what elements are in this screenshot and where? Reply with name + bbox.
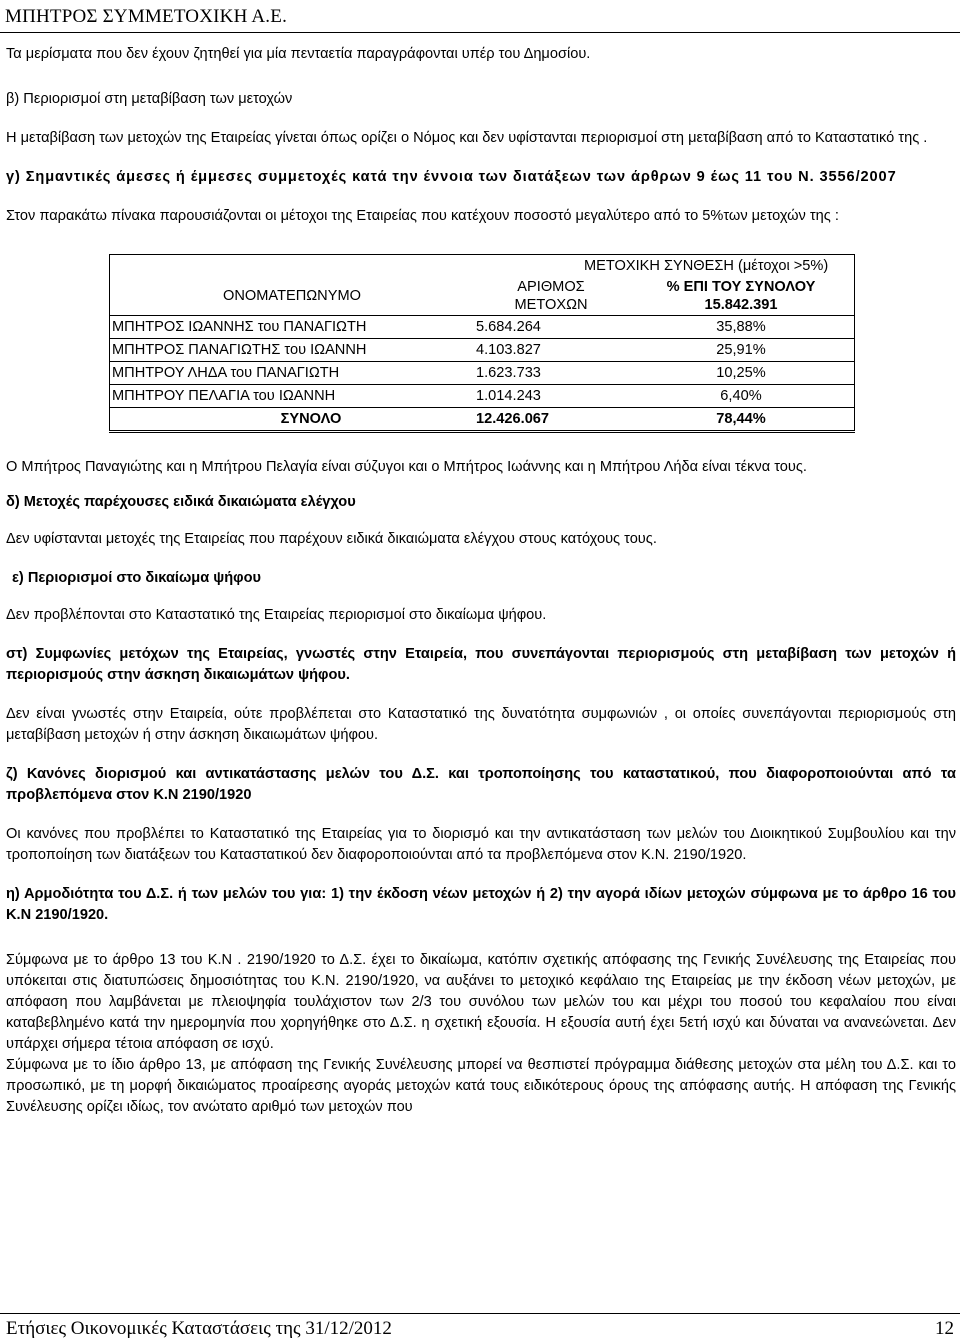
page-header: ΜΠΗΤΡΟΣ ΣΥΜΜΕΤΟΧΙΚΗ Α.Ε. xyxy=(5,6,288,27)
table-row xyxy=(110,339,855,362)
page-number: 12 xyxy=(935,1318,954,1339)
paragraph-board-rules: Οι κανόνες που προβλέπει το Καταστατικό της Εταιρείας για το διορισμό και την αντικατάσταση των μελών του Διοικητικού Συμβουλίου και την τροποποίηση των διατάξεων του Καταστατικού δεν διαφοροποιούνται από τα προβλεπόμενα στον Κ.Ν. 2190/1920. xyxy=(6,826,956,863)
column-header-percent: % ΕΠΙ ΤΟΥ ΣΥΝΟΛΟΥ 15.842.391 xyxy=(628,277,855,316)
header-rule xyxy=(0,32,960,33)
heading-special-control-rights: δ) Μετοχές παρέχουσες ειδικά δικαιώματα ελέγχου xyxy=(6,494,356,510)
holder-name: ΜΠΗΤΡΟΣ ΙΩΑΝΝΗΣ του ΠΑΝΑΓΙΩΤΗ xyxy=(110,316,475,339)
total-shares: 12.426.067 xyxy=(474,408,628,432)
holder-percent: 25,91% xyxy=(628,339,855,362)
heading-transfer-restrictions: β) Περιορισμοί στη μεταβίβαση των μετοχών xyxy=(6,91,293,107)
heading-board-rules: ζ) Κανόνες διορισμού και αντικατάστασης μελών του Δ.Σ. και τροποποίησης του καταστατικού, που διαφοροποιούνται από τα προβλεπόμενα στον Κ.Ν 2190/1920 xyxy=(6,766,956,803)
footer-title: Ετήσιες Οικονομικές Καταστάσεις της 31/12/2012 xyxy=(6,1318,392,1339)
paragraph-stock-options: Σύμφωνα με το ίδιο άρθρο 13, με απόφαση της Γενικής Συνέλευσης μπορεί να θεσπιστεί πρόγραμμα διάθεσης μετοχών στα μέλη του Δ.Σ. και το προσωπικό, με τη μορφή δικαιώματος προαίρεσης αγοράς μετοχών κατά τους ειδικότερους όρους της απόφασης αυτής. Η απόφαση της Γενικής Συνέλευσης ορίζει ιδίως, τον ανώτατο αριθμό των μετοχών που xyxy=(6,1057,956,1115)
table-caption: ΜΕΤΟΧΙΚΗ ΣΥΝΘΕΣΗ (μέτοχοι >5%) xyxy=(474,255,855,278)
heading-voting-restrictions: ε) Περιορισμοί στο δικαίωμα ψήφου xyxy=(12,570,262,586)
holder-name: ΜΠΗΤΡΟΥ ΛΗΔΑ του ΠΑΝΑΓΙΩΤΗ xyxy=(110,362,475,385)
holder-percent: 10,25% xyxy=(628,362,855,385)
holder-shares: 4.103.827 xyxy=(474,339,628,362)
heading-shareholder-agreements: στ) Συμφωνίες μετόχων της Εταιρείας, γνωστές στην Εταιρεία, που συνεπάγονται περιορισμούς στη μεταβίβαση των μετοχών ή περιορισμούς στην άσκηση δικαιωμάτων ψήφου. xyxy=(6,646,956,683)
total-percent: 78,44% xyxy=(628,408,855,432)
paragraph-special-rights: Δεν υφίστανται μετοχές της Εταιρείας που παρέχουν ειδικά δικαιώματα ελέγχου στους κατόχους τους. xyxy=(6,531,657,547)
document-body xyxy=(6,44,956,1118)
footer-rule xyxy=(0,1313,960,1314)
holder-percent: 35,88% xyxy=(628,316,855,339)
paragraph-family-relations: Ο Μπήτρος Παναγιώτης και η Μπήτρου Πελαγία είναι σύζυγοι και ο Μπήτρος Ιωάννης και η Μπήτρου Λήδα είναι τέκνα τους. xyxy=(6,459,807,475)
holder-name: ΜΠΗΤΡΟΥ ΠΕΛΑΓΙΑ του ΙΩΑΝΝΗ xyxy=(110,385,475,408)
table-row xyxy=(110,316,855,339)
table-row xyxy=(110,362,855,385)
heading-board-authority: η) Αρμοδιότητα του Δ.Σ. ή των μελών του για: 1) την έκδοση νέων μετοχών ή 2) την αγορά ιδίων μετοχών σύμφωνα με το άρθρο 16 του Κ.Ν 2190/1920. xyxy=(6,886,956,923)
holder-name: ΜΠΗΤΡΟΣ ΠΑΝΑΓΙΩΤΗΣ του ΙΩΑΝΝΗ xyxy=(110,339,475,362)
total-label: ΣΥΝΟΛΟ xyxy=(110,408,475,432)
holder-shares: 1.014.243 xyxy=(474,385,628,408)
shareholders-table xyxy=(109,254,855,433)
paragraph-new-shares: Σύμφωνα με το άρθρο 13 του Κ.Ν . 2190/1920 το Δ.Σ. έχει το δικαίωμα, κατόπιν σχετικής απόφασης της Γενικής Συνέλευσης της Εταιρείας που υπόκειται στις διατυπώσεις δημοσιότητας του Κ.Ν. 2190/1920, να αυξάνει το μετοχικό κεφάλαιο της Εταιρείας με την έκδοση νέων μετοχών, με απόφαση που λαμβάνεται με πλειοψηφία τουλάχιστον των 2/3 του συνόλου των μελών του και μέχρι του ποσού του κεφαλαίου που είναι καταβεβλημένο κατά την ημερομηνία που χορηγήθηκε στο Δ.Σ. η σχετική εξουσία. Η εξουσία αυτή έχει 5ετή ισχύ και δύναται να ανανεώνεται. Δεν υπάρχει σήμερα τέτοια απόφαση σε ισχύ. xyxy=(6,952,956,1052)
paragraph-agreements: Δεν είναι γνωστές στην Εταιρεία, ούτε προβλέπεται στο Καταστατικό της δυνατότητα συμφωνιών , οι οποίες συνεπάγονται περιορισμούς στη μεταβίβαση μετοχών ή στην άσκηση δικαιωμάτων ψήφου. xyxy=(6,706,956,743)
column-header-shares: ΑΡΙΘΜΟΣ ΜΕΤΟΧΩΝ xyxy=(514,279,588,313)
paragraph-dividends: Τα μερίσματα που δεν έχουν ζητηθεί για μία πενταετία παραγράφονται υπέρ του Δημοσίου. xyxy=(6,46,591,62)
holder-shares: 1.623.733 xyxy=(474,362,628,385)
paragraph-voting: Δεν προβλέπονται στο Καταστατικό της Εταιρείας περιορισμοί στο δικαίωμα ψήφου. xyxy=(6,607,547,623)
paragraph-transfer: Η μεταβίβαση των μετοχών της Εταιρείας γίνεται όπως ορίζει ο Νόμος και δεν υφίστανται περιορισμοί στη μεταβίβαση από το Καταστατικό της . xyxy=(6,130,928,146)
table-row xyxy=(110,385,855,408)
holder-percent: 6,40% xyxy=(628,385,855,408)
heading-significant-holdings: γ) Σημαντικές άμεσες ή έμμεσες συμμετοχές κατά την έννοια των διατάξεων των άρθρων 9 έως 11 του Ν. 3556/2007 xyxy=(6,169,897,185)
holder-shares: 5.684.264 xyxy=(474,316,628,339)
paragraph-holders-intro: Στον παρακάτω πίνακα παρουσιάζονται οι μέτοχοι της Εταιρείας που κατέχουν ποσοστό μεγαλύτερο από το 5%των μετοχών της : xyxy=(6,208,839,224)
table-body xyxy=(110,316,855,408)
column-header-name: ΟΝΟΜΑΤΕΠΩΝΥΜΟ xyxy=(110,277,475,316)
